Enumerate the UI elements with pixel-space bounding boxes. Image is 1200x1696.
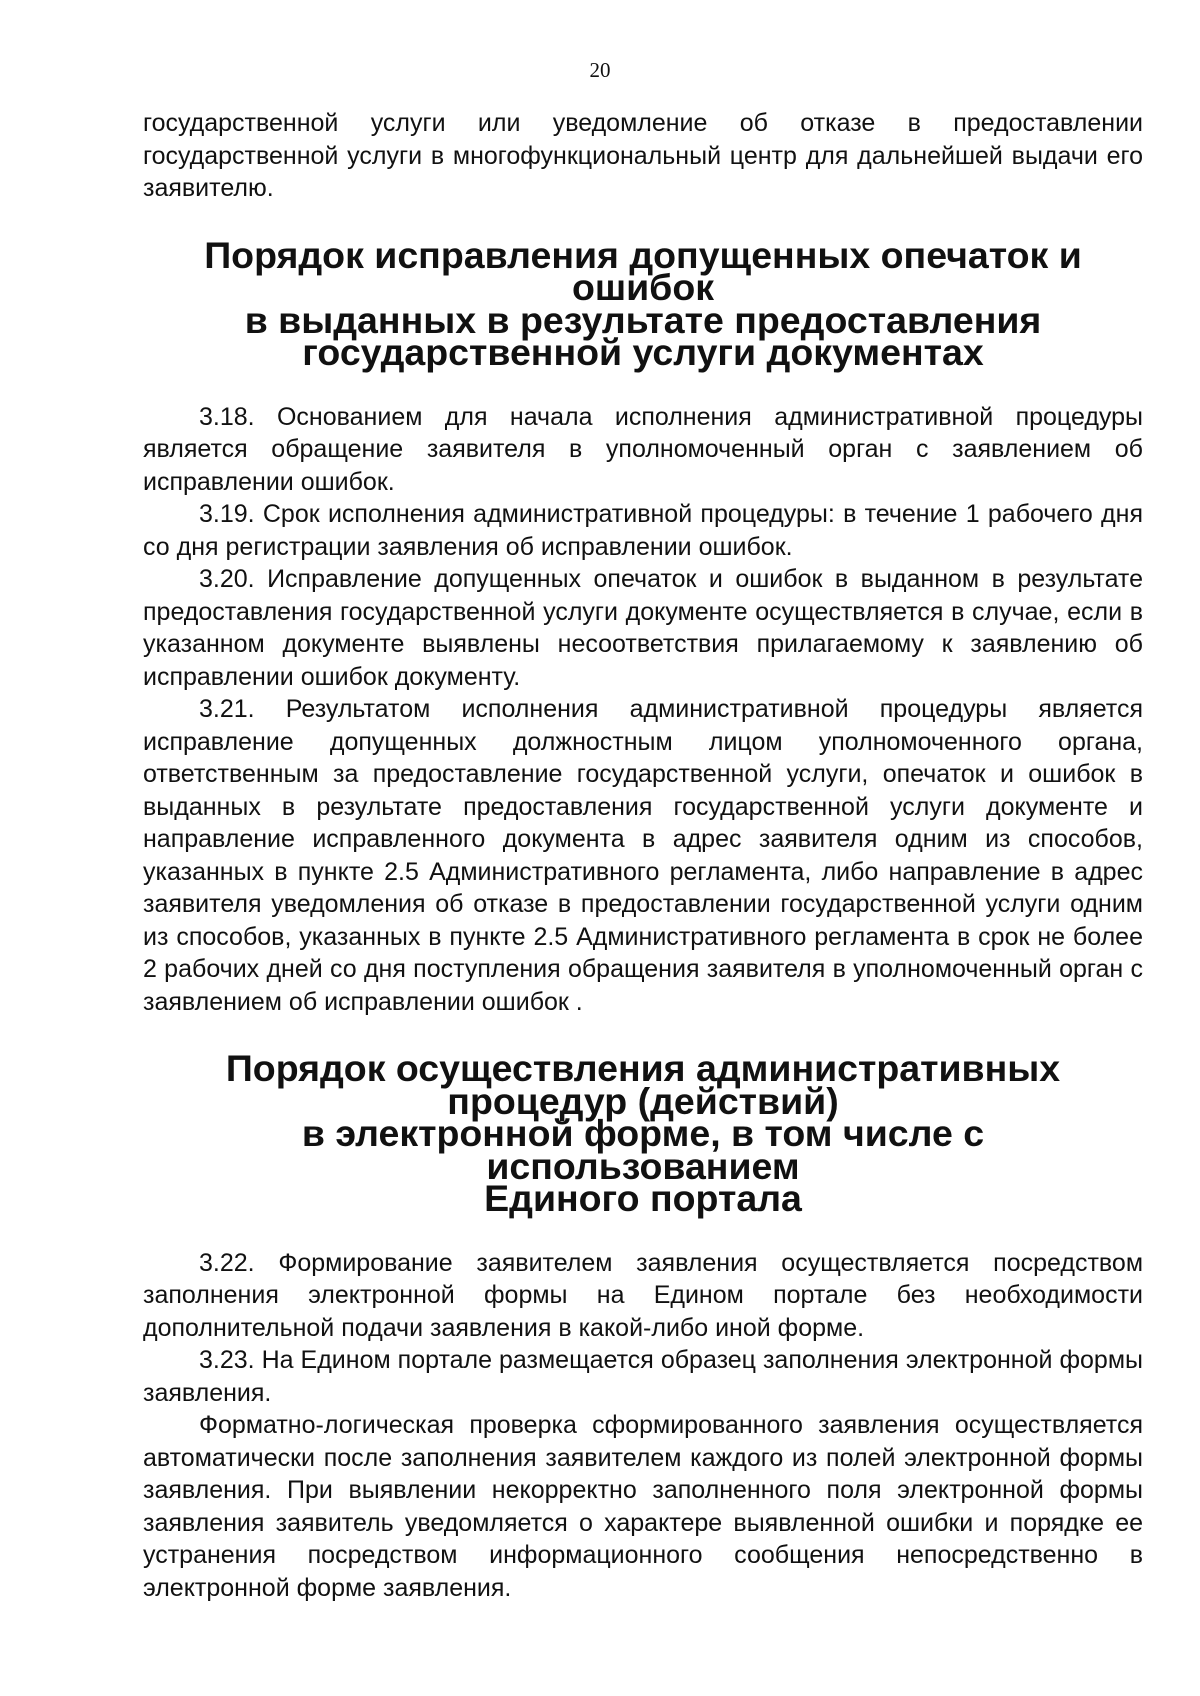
heading-line: в электронной форме, в том числе с использованием — [301, 1112, 985, 1187]
heading-line: Порядок исправления допущенных опечаток и ошибок — [204, 233, 1082, 308]
document-body — [143, 107, 1143, 1604]
section-heading-electronic — [143, 1047, 1143, 1219]
paragraph-3-18: 3.18. Основанием для начала исполнения административной процедуры является обращение заявителя в уполномоченный орган с заявлением об исправлении ошибок. — [143, 402, 1143, 496]
section-heading-corrections — [143, 233, 1143, 373]
page-number: 20 — [589, 58, 611, 82]
heading-line: Порядок осуществления административных процедур (действий) — [225, 1047, 1061, 1122]
intro-paragraph: государственной услуги или уведомление об отказе в предоставлении государственной услуги в многофункциональный центр для дальнейшей выдачи его заявителю. — [143, 109, 1143, 202]
paragraph-3-20: 3.20. Исправление допущенных опечаток и ошибок в выданном в результате предоставления государственной услуги документе осуществляется в случае, если в указанном документе выявлены несоответствия прилагаемому к заявлению об исправлении ошибок документу. — [143, 565, 1143, 691]
paragraph-format-check: Форматно-логическая проверка сформированного заявления осуществляется автоматически после заполнения заявителем каждого из полей электронной формы заявления. При выявлении некорректно заполненного поля электронной формы заявления заявитель уведомляется о характере выявленной ошибки и порядке ее устранения посредством информационного сообщения непосредственно в электронной форме заявления. — [143, 1411, 1143, 1602]
paragraph-3-21: 3.21. Результатом исполнения административной процедуры является исправление допущенных должностным лицом уполномоченного органа, ответственным за предоставление государственной услуги, опечаток и ошибок в выданных в результате предоставления государственной услуги документе и направление исправленного документа в адрес заявителя одним из способов, указанных в пункте 2.5 Административного регламента, либо направление в адрес заявителя уведомления об отказе в предоставлении государственной услуги одним из способов, указанных в пункте 2.5 Административного регламента в срок не более 2 рабочих дней со дня поступления обращения заявителя в уполномоченный орган с заявлением об исправлении ошибок . — [143, 695, 1143, 1016]
heading-line: государственной услуги документах — [302, 331, 984, 373]
paragraph-3-23: 3.23. На Едином портале размещается образец заполнения электронной формы заявления. — [143, 1346, 1143, 1407]
heading-line: в выданных в результате предоставления — [244, 298, 1042, 341]
heading-line: Единого портала — [484, 1177, 802, 1219]
paragraph-3-19: 3.19. Срок исполнения административной процедуры: в течение 1 рабочего дня со дня регистрации заявления об исправлении ошибок. — [143, 500, 1143, 561]
paragraph-3-22: 3.22. Формирование заявителем заявления осуществляется посредством заполнения электронной формы на Едином портале без необходимости дополнительной подачи заявления в какой-либо иной форме. — [143, 1248, 1143, 1342]
